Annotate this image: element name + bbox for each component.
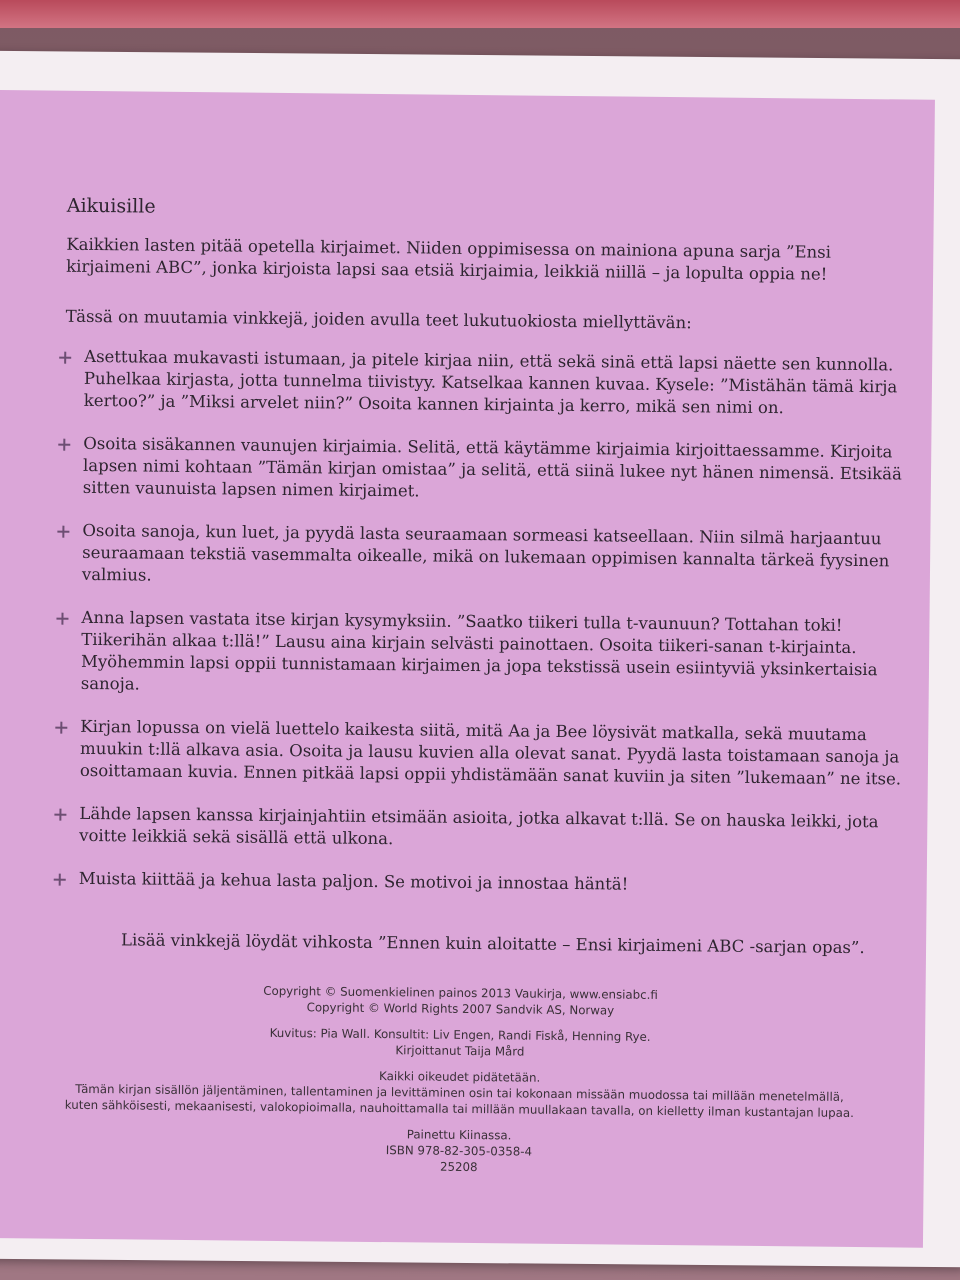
tip-text: Muista kiittää ja kehua lasta paljon. Se motivoi ja innostaa häntä! — [78, 868, 629, 894]
imprint-block — [29, 980, 891, 1179]
tip-text: Kirjan lopussa on vielä luettelo kaikesta siitä, mitä Aa ja Bee löysivät matkalla, sekä muutama muukin t:llä alkava asia. Osoita ja lausu kuvien alla olevat sanat. Pyydä lasta toistamaan sanoja ja osoittamaan kuvia. Ennen pitkää lapsi oppii yhdistämään sanat kuviin ja siten ”lukemaan” ne itse. — [79, 716, 902, 789]
notice-line: Tämän kirjan sisällön jäljentäminen, tallentaminen ja levittäminen osin tai kokonaan missään muodossa tai millään menetelmällä, — [75, 1081, 844, 1104]
intro-paragraph: Kaikkien lasten pitää opetella kirjaimet. Niiden oppimisessa on mainiona apuna sarja ”Ensi kirjaimeni ABC”, jonka kirjoista lapsi saa etsiä kirjaimia, leikkiä niillä – ja lopulta oppia ne! — [66, 234, 832, 284]
tip-item — [52, 803, 902, 856]
tip-text: Osoita sanoja, kun luet, ja pyydä lasta seuraamaan sormeasi katseellaan. Niin silmä harjaantuu seuraamaan tekstiä vasemmalta oikealle, mikä on lukemaan oppimisen kannalta tärkeä fyysinen valmius. — [81, 520, 890, 585]
tip-item — [54, 607, 905, 704]
author-line: Kirjoittanut Taija Mård — [395, 1043, 525, 1059]
cross-bullet-icon — [58, 439, 70, 451]
cross-bullet-icon — [57, 526, 69, 538]
tip-text: Anna lapsen vastata itse kirjan kysymyksiin. ”Saatko tiikeri tulla t-vaunuun? Tottahan toki! Tiikerihän alkaa t:llä!” Lausu aina kirjain selvästi painottaen. Osoita tiikeri-sanan t-kirjainta. Myöhemmin lapsi oppii tunnistamaan kirjaimen ja jopa tekstissä usein esiintyviä yksinkertaisia sanoja. — [80, 607, 878, 694]
book-spine-edge — [0, 0, 960, 28]
cross-bullet-icon — [54, 874, 66, 886]
tip-item — [55, 520, 906, 595]
tip-item — [53, 716, 904, 791]
lead-paragraph: Tässä on muutamia vinkkejä, joiden avulla teet lukutuokiosta miellyttävän: — [65, 306, 692, 333]
cross-bullet-icon — [55, 722, 67, 734]
tip-item — [52, 868, 902, 899]
tips-list — [51, 346, 907, 920]
cross-bullet-icon — [59, 352, 71, 364]
printed-line: Painettu Kiinassa. — [406, 1127, 512, 1143]
tip-text: Lähde lapsen kanssa kirjainjahtiin etsimään asioita, jotka alkavat t:llä. Se on hauska leikki, jota voitte leikkiä sekä sisällä että ulkona. — [79, 803, 879, 849]
product-code: 25208 — [439, 1159, 478, 1175]
copyright-line: Copyright © World Rights 2007 Sandvik AS, Norway — [306, 1000, 615, 1018]
copyright-line: Copyright © Suomenkielinen painos 2013 Vaukirja, www.ensiabc.fi — [263, 983, 658, 1002]
notice-line: kuten sähköisesti, mekaanisesti, valokopioimalla, nauhoittamalla tai millään muullakaan tavalla, on kielletty ilman kustantajan lupaa. — [64, 1097, 854, 1120]
closing-note: Lisää vinkkejä löydät vihkosta ”Ennen kuin aloitatte – Ensi kirjaimeni ABC -sarjan opas”. — [121, 930, 865, 958]
instruction-page — [0, 90, 935, 1248]
rights-line: Kaikki oikeudet pidätetään. — [379, 1069, 541, 1085]
cross-bullet-icon — [56, 613, 68, 625]
cross-bullet-icon — [54, 809, 66, 821]
tip-text: Asettukaa mukavasti istumaan, ja pitele kirjaa niin, että sekä sinä että lapsi näette sen kunnolla. Puhelkaa kirjasta, jotta tunnelma tiivistyy. Katselkaa kannen kuvaa. Kysele: ”Mistähän tämä kirja kertoo?” ja ”Miksi arvelet niin?” Osoita kannen kirjainta ja kerro, mikä sen nimi on. — [83, 346, 898, 418]
page-heading: Aikuisille — [66, 194, 156, 218]
tip-item — [56, 433, 907, 508]
tip-text: Osoita sisäkannen vaunujen kirjaimia. Selitä, että käytämme kirjaimia kirjoittaessamme. Kirjoita lapsen nimi kohtaan ”Tämän kirjan omistaa” ja selitä, että siinä lukee nyt hänen nimensä. Etsikää sitten vaunuista lapsen nimen kirjaimet. — [82, 433, 903, 501]
tip-item — [57, 346, 908, 421]
credits-line: Kuvitus: Pia Wall. Konsultit: Liv Engen, Randi Fiskå, Henning Rye. — [269, 1025, 651, 1044]
isbn-line: ISBN 978-82-305-0358-4 — [385, 1143, 533, 1159]
